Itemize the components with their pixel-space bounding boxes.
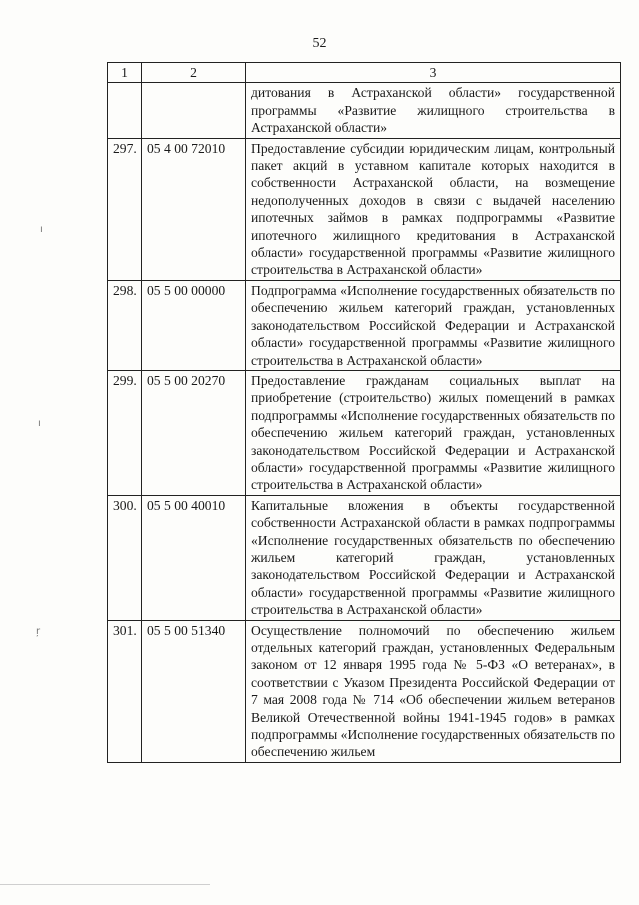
row-number — [108, 83, 142, 138]
column-header-code: 2 — [142, 63, 246, 83]
row-description: Предоставление субсидии юридическим лицам, контрольный пакет акций в уставном капитале которых находится в собственности Астраханской области, на возмещение недополученных доходов в связи с выдачей населению ипотечных займов в рамках подпрограммы «Развитие ипотечного жилищного кредитования в Астраханской области» государственной программы «Развитие жилищного строительства в Астраханской области» — [246, 138, 621, 280]
footer-divider — [0, 884, 210, 885]
row-description: Подпрограмма «Исполнение государственных обязательств по обеспечению жильем категорий граждан, установленных законодательством Российской Федерации и Астраханской области» государственной программы «Развитие жилищного строительства в Астраханской области» — [246, 280, 621, 370]
row-code: 05 4 00 72010 — [142, 138, 246, 280]
row-number: 299. — [108, 370, 142, 495]
page-number: 52 — [312, 36, 327, 51]
table-row — [108, 280, 621, 370]
row-code: 05 5 00 20270 — [142, 370, 246, 495]
row-code — [142, 83, 246, 138]
margin-mark: ı — [40, 224, 43, 235]
table-row — [108, 370, 621, 495]
row-description: Капитальные вложения в объекты государственной собственности Астраханской области в рамках подпрограммы «Исполнение государственных обязательств по обеспечению жильем категорий граждан, установленных законодательством Российской Федерации и Астраханской области» государственной программы «Развитие жилищного строительства в Астраханской области» — [246, 495, 621, 620]
row-description: Осуществление полномочий по обеспечению жильем отдельных категорий граждан, установленных Федеральным законом от 12 января 1995 года № 5-ФЗ «О ветеранах», в соответствии с Указом Президента Российской Федерации от 7 мая 2008 года № 714 «Об обеспечении жильем ветеранов Великой Отечественной войны 1941-1945 годов» в рамках подпрограммы «Исполнение государственных обязательств по обеспечению жильем — [246, 620, 621, 762]
margin-mark: ı — [38, 418, 41, 429]
row-description: дитования в Астраханской области» государственной программы «Развитие жилищного строительства в Астраханской области» — [246, 83, 621, 138]
table-row — [108, 83, 621, 138]
table-row — [108, 620, 621, 762]
row-number: 297. — [108, 138, 142, 280]
table-row — [108, 138, 621, 280]
row-description: Предоставление гражданам социальных выплат на приобретение (строительство) жилых помещений в рамках подпрограммы «Исполнение государственных обязательств по обеспечению жильем категорий граждан, установленных законодательством Российской Федерации и Астраханской области» государственной программы «Развитие жилищного строительства в Астраханской области» — [246, 370, 621, 495]
row-number: 298. — [108, 280, 142, 370]
row-number: 300. — [108, 495, 142, 620]
classification-table — [107, 62, 621, 763]
column-header-description: 3 — [246, 63, 621, 83]
header-row — [108, 63, 621, 83]
margin-mark: ŗ — [36, 626, 41, 637]
column-header-number: 1 — [108, 63, 142, 83]
table-row — [108, 495, 621, 620]
row-code: 05 5 00 00000 — [142, 280, 246, 370]
row-code: 05 5 00 51340 — [142, 620, 246, 762]
row-code: 05 5 00 40010 — [142, 495, 246, 620]
row-number: 301. — [108, 620, 142, 762]
